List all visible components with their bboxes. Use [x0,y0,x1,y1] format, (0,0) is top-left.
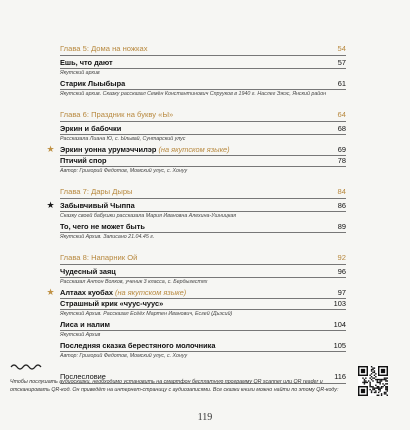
toc-entry-source: Якутский архив. Сказку рассказал Семён Константинович Спрууков в 1940 г. Наслег Эжэс, Янский район [60,90,327,97]
toc-entry [60,267,346,286]
toc-entry-source: Автор: Григорий Федотов, Момский улус, с. Хонуу [60,168,188,175]
toc-entry-title-wrap [60,341,215,351]
page-number: 119 [197,412,213,423]
toc-entry-title-wrap [60,267,116,277]
chapter-section [60,44,346,98]
toc-entry-title: Чудесный заяц [60,267,116,277]
toc-entry-source: Рассказала Лиана Ю, с. Ыльвай, Сунтарский улус [60,136,186,143]
toc-entry-page: 103 [333,299,346,309]
language-note: (на якутском языке) [115,288,187,298]
chapter-heading[interactable] [60,44,346,56]
toc-entry-page: 105 [333,340,346,350]
chapter-page: 64 [337,110,346,120]
toc-entry-title: То, чего не может быть [60,222,145,232]
toc-entry-title: Лиса и налим [60,320,110,330]
toc-entry-row[interactable] [60,222,346,233]
toc-entry-title-wrap [60,299,163,309]
toc-entry [60,58,346,77]
toc-entry [46,200,346,220]
toc-entry-title: Эркин уонна урумэччилэр [60,144,157,154]
toc-entry [46,143,346,156]
toc-entry-title-wrap [60,320,110,330]
toc-entry-source: Якутский архив [60,70,100,77]
audio-star-icon: ★ [46,200,55,211]
chapter-section [46,187,346,241]
toc-entry-title: Ешь, что дают [60,58,113,67]
toc-entry-source: Якутский Архив [60,332,101,339]
toc-entry-row[interactable] [60,156,346,167]
toc-entry [60,320,346,339]
chapter-title: Глава 7: Дары Дыры [60,187,133,197]
toc-entry-row[interactable] [60,267,346,278]
toc-entry-row[interactable] [60,299,346,310]
toc-entry-source: Рассказал Антон Волков, ученик 3 класса, с. Бердыгестях [60,279,208,286]
toc-entry-source: Сказку своей бабушки рассказала Мария Ивановна Алехина-Ушницкая [60,213,237,220]
wave-decoration-icon [10,362,44,372]
toc-entry-page: 69 [337,144,346,154]
toc-entry-page: 61 [337,78,346,88]
toc-entry [60,79,346,98]
chapter-heading[interactable] [60,253,346,265]
toc-entry [60,341,346,360]
chapter-section [46,110,346,175]
toc-entry-source: Автор: Григорий Федотов, Момский улус, с. Хонуу [60,352,188,359]
toc-entry-page: 97 [337,288,346,298]
toc-entry-page: 96 [337,267,346,277]
audio-footnote: Чтобы послушать аудиосказки, необходимо установить на смартфон бесплатную программу QR scanner или QR reader и отсканировать QR-код. Он приведёт на интернет-страницу с аудиозаписями. Все сказки книги можно найти по этому QR-коду: [10,379,339,393]
audio-star-icon: ★ [46,287,55,298]
toc-entry-title: Забывчивый Чыппа [60,201,135,211]
chapter-title: Глава 8: Напарник Ой [60,253,138,263]
toc-entry-page: 86 [337,201,346,211]
toc-entry-title-wrap [60,156,107,166]
toc-entry-title-wrap [60,58,113,68]
toc-entry-title-wrap [60,124,121,134]
toc-entry-title-wrap [60,222,145,232]
chapter-section [46,253,346,360]
chapter-page: 84 [337,187,346,197]
toc-entry-source: Якутский Архив. Рассказал Есёёх Мартен Иванович, Есгей (Дьэсий) [60,311,233,318]
table-of-contents [46,44,346,384]
toc-entry [60,299,346,318]
toc-entry-row[interactable] [60,288,346,299]
toc-entry-page: 89 [337,222,346,232]
toc-entry-title-wrap [60,79,125,89]
toc-entry-title: Старик Лыыбыра [60,78,126,88]
chapter-heading[interactable] [60,187,346,199]
toc-entry-title: Эркин и бабочки [60,124,122,134]
toc-entry-page: 78 [337,155,346,165]
toc-entry-page: 68 [337,124,346,134]
chapter-page: 92 [337,253,346,263]
toc-entry-title-wrap [60,201,135,211]
toc-entry-row[interactable] [60,124,346,135]
audio-star-icon: ★ [46,143,55,154]
chapter-title: Глава 6: Праздник на букву «Ы» [60,110,174,120]
toc-entry [60,222,346,241]
toc-entry [60,156,346,175]
toc-entry-title-wrap [60,145,230,155]
afterword-page: 116 [334,372,346,382]
language-note: (на якутском языке) [158,144,230,154]
toc-entry [46,287,346,299]
afterword-title: Послесловие [60,372,106,382]
toc-entry-page: 57 [337,58,346,67]
toc-entry-title: Алтаах куобах [60,288,113,298]
toc-entry-row[interactable] [60,145,346,156]
qr-code-icon[interactable] [358,366,388,396]
toc-entry-title-wrap [60,288,186,298]
chapter-page: 54 [337,44,346,53]
chapter-heading[interactable] [60,110,346,122]
toc-entry-title: Птичий спор [60,155,107,165]
toc-entry-page: 104 [333,320,346,330]
toc-entry [60,124,346,143]
toc-entry-title: Последняя сказка берестяного молочника [60,340,216,350]
chapter-title: Глава 5: Дома на ножках [60,44,148,53]
toc-entry-source: Якутский Архив. Записано 21.04.45 г. [60,234,155,241]
toc-entry-title: Страшный крик «чуус-чуус» [60,299,164,309]
toc-entry-row[interactable] [60,320,346,331]
toc-entry-row[interactable] [60,201,346,212]
toc-entry-row[interactable] [60,341,346,352]
toc-entry-row[interactable] [60,79,346,90]
toc-entry-row[interactable] [60,58,346,69]
